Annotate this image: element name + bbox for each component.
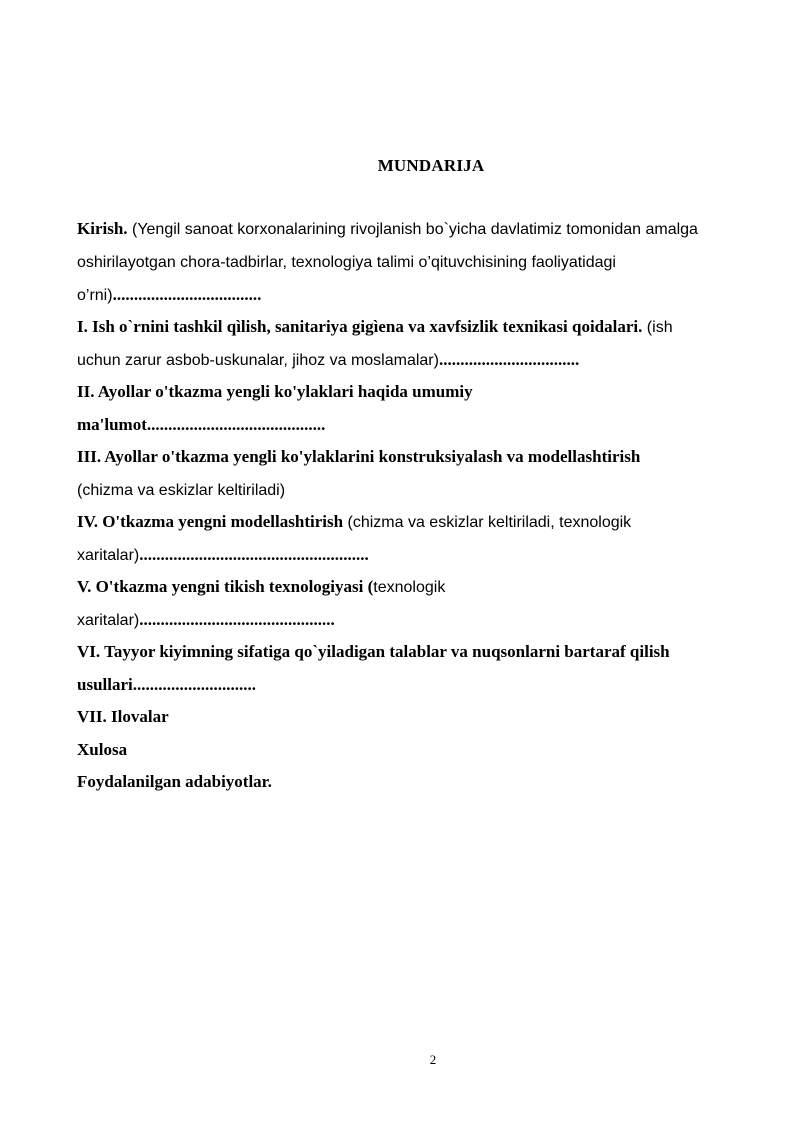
toc-desc-section1-1: (ish (642, 319, 673, 336)
toc-desc-section4-1: (chizma va eskizlar keltiriladi, texnologik (343, 514, 632, 531)
toc-entry-section6-line1 (77, 642, 670, 662)
toc-heading-section4: IV. O'tkazma yengni modellashtirish (77, 512, 344, 531)
toc-entry-adabiyotlar (77, 772, 272, 792)
toc-heading-section6-1: VI. Tayyor kiyimning sifatiga qo`yiladigan talablar va nuqsonlarni bartaraf qilish (77, 642, 670, 661)
toc-heading-xulosa: Xulosa (77, 740, 128, 759)
toc-dots-kirish: ................................... (112, 285, 262, 304)
toc-dots-section5: .............................................. (139, 610, 335, 629)
toc-desc-kirish-2: oshirilayotgan chora-tadbirlar, texnologiya talimi o’qituvchisining faoliyatidagi (77, 254, 616, 271)
toc-heading-section6-2: usullari (77, 675, 133, 694)
toc-entry-section7 (77, 707, 169, 727)
toc-heading-section2-2: ma'lumot (77, 415, 147, 434)
toc-entry-section1-line1 (77, 317, 673, 337)
toc-heading-kirish: Kirish. (77, 219, 128, 238)
toc-desc-section1-2: uchun zarur asbob-uskunalar, jihoz va moslamalar) (77, 352, 439, 369)
toc-entry-section3-line1 (77, 447, 640, 467)
toc-heading-section3: III. Ayollar o'tkazma yengli ko'ylaklarini konstruksiyalash va modellashtirish (77, 447, 641, 466)
toc-dots-section1: ................................. (438, 350, 580, 369)
toc-entry-kirish-line1 (77, 219, 698, 239)
toc-entry-section4-line1 (77, 512, 631, 532)
toc-entry-section1-line2 (77, 350, 579, 370)
toc-heading-adabiyotlar: Foydalanilgan adabiyotlar. (77, 772, 272, 791)
toc-dots-section2: .......................................... (146, 415, 326, 434)
toc-desc-section3: (chizma va eskizlar keltiriladi) (77, 482, 286, 499)
toc-desc-section4-2: xaritalar) (77, 547, 140, 564)
toc-entry-kirish-line2 (77, 252, 616, 272)
toc-heading-section5: V. O'tkazma yengni tikish texnologiyasi ( (77, 577, 374, 596)
toc-entry-section5-line1 (77, 577, 445, 597)
page-number: 2 (429, 1052, 437, 1067)
toc-heading-section7: VII. Ilovalar (77, 707, 169, 726)
toc-entry-section6-line2 (77, 675, 256, 695)
toc-entry-section2-line2 (77, 415, 325, 435)
toc-entry-xulosa (77, 740, 127, 760)
toc-entry-section5-line2 (77, 610, 335, 630)
toc-dots-section6: ............................. (132, 675, 256, 694)
toc-entry-section2-line1 (77, 382, 473, 402)
toc-desc-kirish-3: o’rni) (77, 287, 113, 304)
toc-desc-section5-2: xaritalar) (77, 612, 140, 629)
toc-dots-section4: ...................................................... (139, 545, 369, 564)
toc-desc-section5-1: texnologik (373, 579, 446, 596)
toc-desc-kirish-1: (Yengil sanoat korxonalarining rivojlanish bo`yicha davlatimiz tomonidan amalga (127, 221, 698, 238)
toc-entry-kirish-line3 (77, 285, 261, 305)
toc-heading-section2-1: II. Ayollar o'tkazma yengli ko'ylaklari haqida umumiy (77, 382, 473, 401)
page-title: MUNDARIJA (377, 156, 485, 175)
toc-entry-section4-line2 (77, 545, 369, 565)
toc-heading-section1: I. Ish o`rnini tashkil qìlish, sanitariya gigìena va xavfsizlik texnikasi qoidalari. (77, 317, 643, 336)
toc-entry-section3-line2 (77, 480, 285, 500)
